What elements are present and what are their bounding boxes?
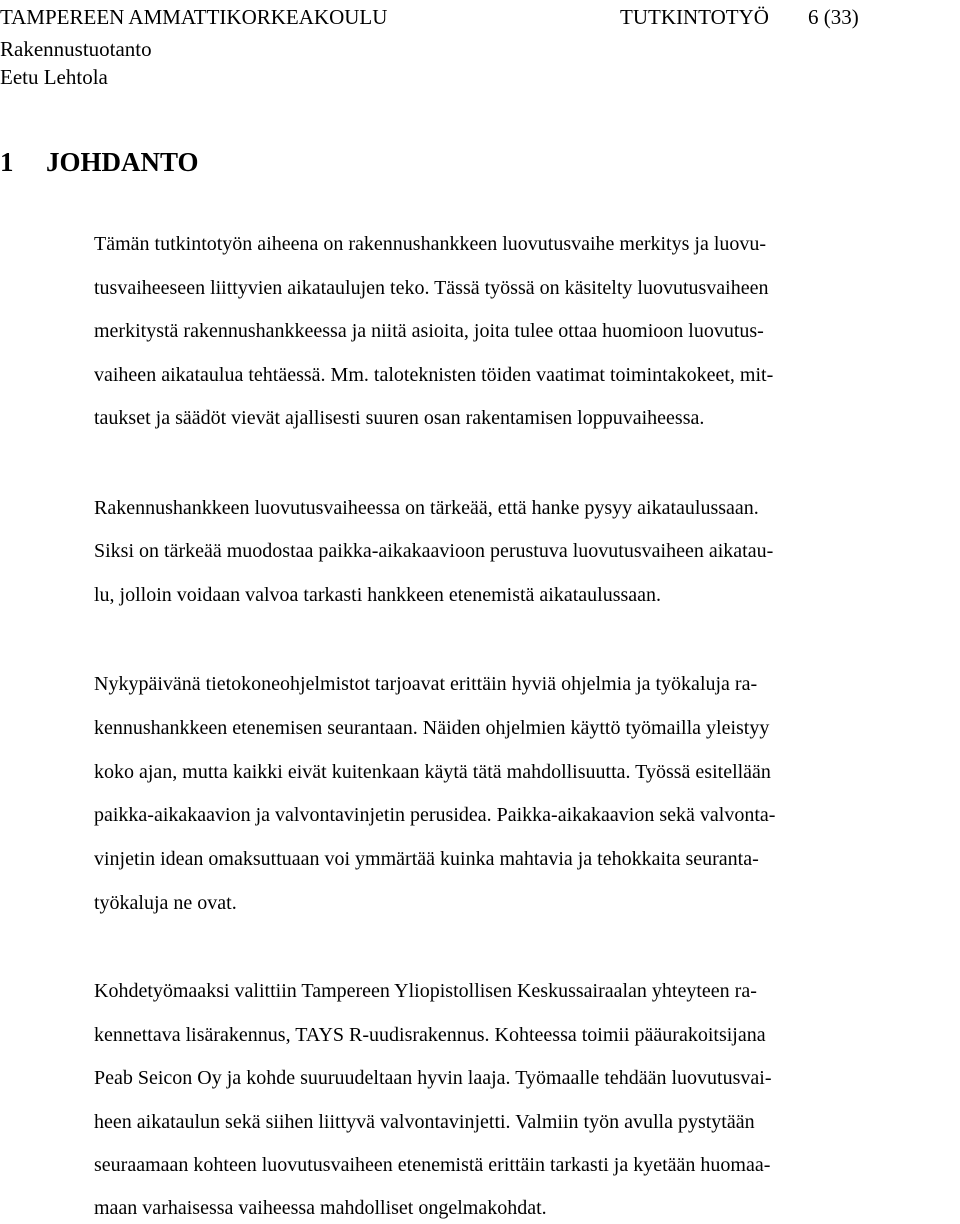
header-department: Rakennustuotanto — [0, 37, 152, 61]
text-line: maan varhaisessa vaiheessa mahdolliset ongelmakohdat. — [94, 1197, 547, 1219]
section-heading — [0, 146, 199, 178]
text-line: Nykypäivänä tietokoneohjelmistot tarjoavat erittäin hyviä ohjelmia ja työkaluja ra- — [94, 673, 758, 695]
header-school: TAMPEREEN AMMATTIKORKEAKOULU — [0, 5, 388, 29]
text-line: työkaluja ne ovat. — [94, 892, 237, 914]
text-line: vinjetin idean omaksuttuaan voi ymmärtää kuinka mahtavia ja tehokkaita seuranta- — [94, 848, 759, 870]
text-line: merkitystä rakennushankkeessa ja niitä asioita, joita tulee ottaa huomioon luovutus- — [94, 320, 764, 342]
header-document-type: TUTKINTOTYÖ — [620, 5, 769, 29]
text-line: vaiheen aikataulua tehtäessä. Mm. taloteknisten töiden vaatimat toimintakokeet, mit- — [94, 364, 774, 386]
text-line: Siksi on tärkeää muodostaa paikka-aikakaavioon perustuva luovutusvaiheen aikatau- — [94, 540, 774, 562]
text-line: taukset ja säädöt vievät ajallisesti suuren osan rakentamisen loppuvaiheessa. — [94, 407, 705, 429]
header-page-number: 6 (33) — [808, 5, 859, 29]
text-line: Peab Seicon Oy ja kohde suuruudeltaan hyvin laaja. Työmaalle tehdään luovutusvai- — [94, 1067, 772, 1089]
text-line: Kohdetyömaaksi valittiin Tampereen Yliopistollisen Keskussairaalan yhteyteen ra- — [94, 980, 757, 1002]
text-line: paikka-aikakaavion ja valvontavinjetin perusidea. Paikka-aikakaavion sekä valvonta- — [94, 804, 776, 826]
text-line: seuraamaan kohteen luovutusvaiheen etenemistä erittäin tarkasti ja kyetään huomaa- — [94, 1154, 771, 1176]
text-line: Tämän tutkintotyön aiheena on rakennushankkeen luovutusvaihe merkitys ja luovu- — [94, 233, 767, 255]
text-line: lu, jolloin voidaan valvoa tarkasti hankkeen etenemistä aikataulussaan. — [94, 584, 662, 606]
section-title: JOHDANTO — [46, 147, 199, 177]
header-author: Eetu Lehtola — [0, 65, 108, 89]
text-line: kennettava lisärakennus, TAYS R-uudisrakennus. Kohteessa toimii pääurakoitsijana — [94, 1024, 766, 1046]
text-line: heen aikataulun sekä siihen liittyvä valvontavinjetti. Valmiin työn avulla pystytään — [94, 1111, 755, 1133]
text-line: Rakennushankkeen luovutusvaiheessa on tärkeää, että hanke pysyy aikataulussaan. — [94, 497, 759, 519]
section-number: 1 — [0, 147, 14, 177]
text-line: koko ajan, mutta kaikki eivät kuitenkaan käytä tätä mahdollisuutta. Työssä esitellään — [94, 761, 771, 783]
text-line: tusvaiheeseen liittyvien aikataulujen teko. Tässä työssä on käsitelty luovutusvaiheen — [94, 277, 769, 299]
text-line: kennushankkeen etenemisen seurantaan. Näiden ohjelmien käyttö työmailla yleistyy — [94, 717, 770, 739]
